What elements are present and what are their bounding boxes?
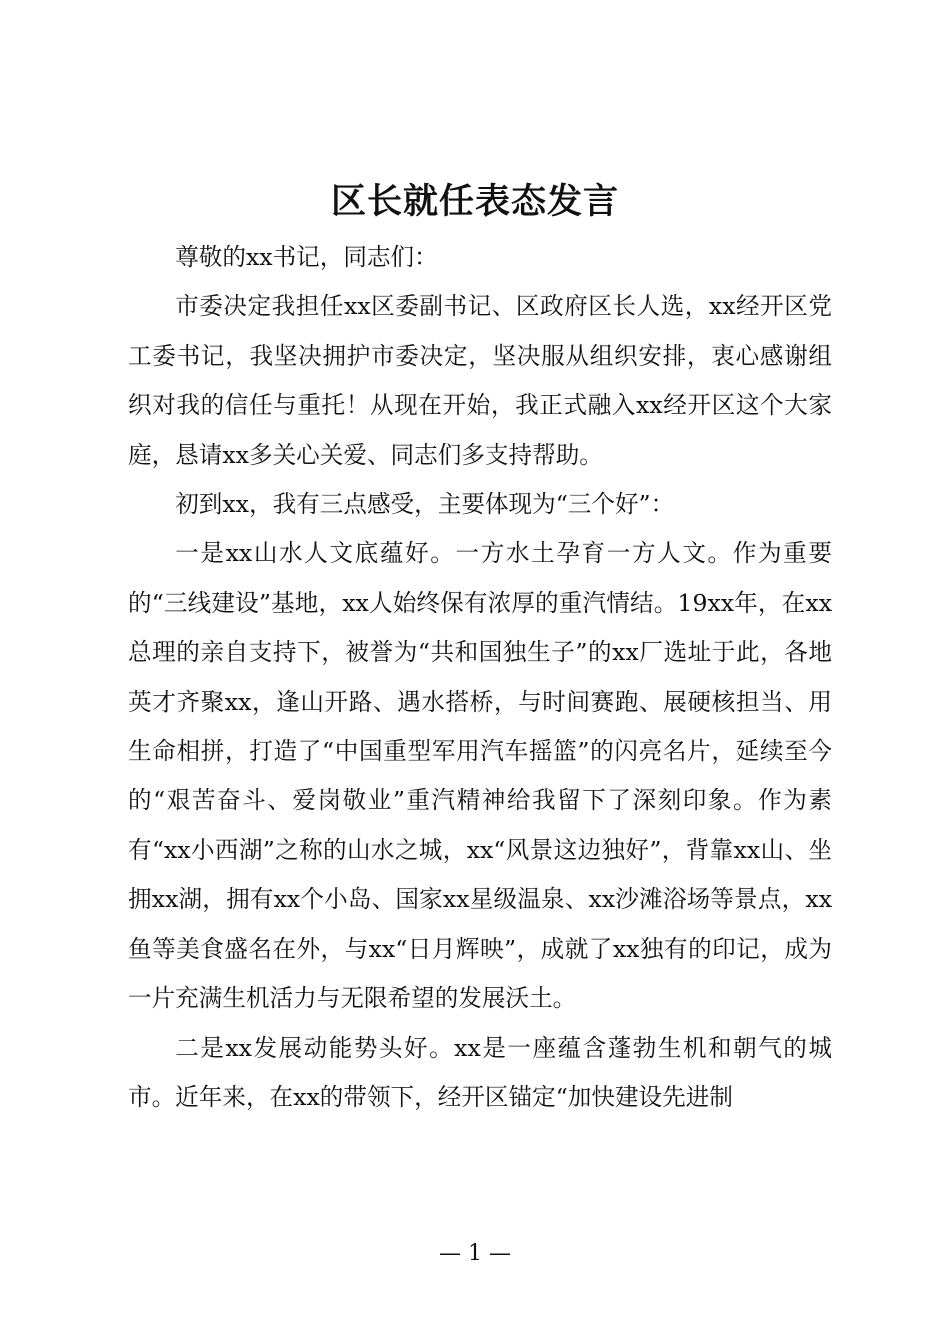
page-number: — 1 —: [439, 1241, 511, 1266]
paragraph-salutation: 尊敬的xx书记，同志们：: [175, 243, 438, 271]
paragraph-second-point: 二是xx发展动能势头好。xx是一座蕴含蓬勃生机和朝气的城市。近年来，在xx的带领下，经开区锚定“加快建设先进制: [128, 1033, 832, 1111]
document-title: 区长就任表态发言: [330, 181, 619, 222]
document-body: [128, 233, 832, 1122]
paragraph-three-impressions: 初到xx，我有三点感受，主要体现为“三个好”：: [175, 490, 675, 519]
paragraph-first-point: 一是xx山水人文底蕴好。一方水土孕育一方人文。作为重要的“三线建设”基地，xx人始终保有浓厚的重汽情结。19xx年，在xx总理的亲自支持下，被誉为“共和国独生子”的xx厂选址于此，各地英才齐聚xx，逢山开路、遇水搭桥，与时间赛跑、展硬核担当、用生命相拼，打造了“中国重型军用汽车摇篮”的闪亮名片，延续至今的“艰苦奋斗、爱岗敬业”重汽精神给我留下了深刻印象。作为素有“xx小西湖”之称的山水之城，xx“风景这边独好”，背靠xx山、坐拥xx湖，拥有xx个小岛、国家xx星级温泉、xx沙滩浴场等景点，xx鱼等美食盛名在外，与xx“日月辉映”，成就了xx独有的印记，成为一片充满生机活力与无限希望的发展沃土。: [128, 539, 832, 1013]
paragraph-appointment: 市委决定我担任xx区委副书记、区政府区长人选，xx经开区党工委书记，我坚决拥护市委决定，坚决服从组织安排，衷心感谢组织对我的信任与重托！从现在开始，我正式融入xx经开区这个大家庭，恳请xx多关心关爱、同志们多支持帮助。: [128, 292, 832, 469]
